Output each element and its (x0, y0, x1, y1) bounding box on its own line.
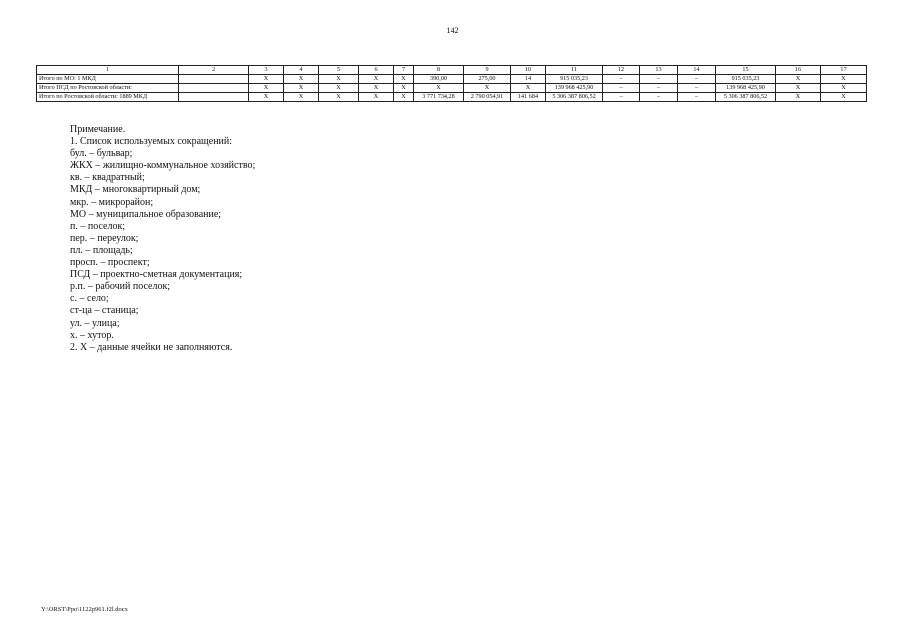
note-item: 2. X – данные ячейки не заполняются. (70, 341, 233, 353)
table-cell: X (511, 84, 546, 93)
note-item: МКД – многоквартирный дом; (70, 184, 201, 196)
note-item: 1. Список используемых сокращений: (70, 136, 233, 148)
table-cell: 915 035,23 (546, 75, 603, 84)
note-item: р.п. – рабочий поселок; (70, 281, 171, 293)
table-cell: 915 035,23 (716, 75, 776, 84)
column-number: 16 (776, 66, 821, 75)
note-item: МО – муниципальное образование; (70, 208, 222, 220)
note-item: х. – хутор. (70, 329, 114, 341)
note-item: мкр. – микрорайон; (70, 196, 154, 208)
table-cell: X (284, 84, 319, 93)
table-cell: 3 771 734,28 (414, 93, 464, 102)
table-header-row (37, 66, 867, 75)
table-cell: – (640, 93, 678, 102)
column-number: 10 (511, 66, 546, 75)
table-cell: 390,00 (414, 75, 464, 84)
table-cell (179, 93, 249, 102)
table-cell: X (319, 84, 359, 93)
column-number: 8 (414, 66, 464, 75)
table-cell: – (640, 84, 678, 93)
table-cell: – (603, 75, 640, 84)
table-cell: 139 968 425,90 (716, 84, 776, 93)
table-cell: – (603, 93, 640, 102)
summary-table (36, 65, 867, 102)
note-item: п. – поселок; (70, 220, 126, 232)
column-number: 11 (546, 66, 603, 75)
table-cell (179, 75, 249, 84)
table-cell: X (359, 84, 394, 93)
table-cell: X (359, 75, 394, 84)
table-cell: X (249, 75, 284, 84)
note-item: пер. – переулок; (70, 232, 139, 244)
table-cell: X (464, 84, 511, 93)
table-cell: 2 790 054,91 (464, 93, 511, 102)
column-number: 5 (319, 66, 359, 75)
notes-title: Примечание. (70, 124, 126, 135)
notes-section (70, 124, 255, 354)
table-cell: – (603, 84, 640, 93)
note-item: ЖКХ – жилищно-коммунальное хозяйство; (70, 160, 256, 172)
note-item: пл. – площадь; (70, 244, 133, 256)
column-number: 9 (464, 66, 511, 75)
table-cell: X (249, 93, 284, 102)
table-cell: X (821, 93, 867, 102)
table-cell: – (678, 75, 716, 84)
column-number: 17 (821, 66, 867, 75)
row-label: Итого по МО: 1 МКД (37, 75, 179, 84)
note-item: с. – село; (70, 293, 109, 305)
file-path: Y:\ORST\Ppo\1122p961.f2l.docx (41, 606, 128, 613)
table-cell (179, 84, 249, 93)
table-cell: X (821, 84, 867, 93)
column-number: 14 (678, 66, 716, 75)
table-cell: – (640, 75, 678, 84)
column-number: 1 (37, 66, 179, 75)
table-cell: X (394, 75, 414, 84)
table-row (37, 84, 867, 93)
note-item: просп. – проспект; (70, 257, 150, 269)
table-cell: X (776, 84, 821, 93)
table-cell: X (776, 75, 821, 84)
column-number: 15 (716, 66, 776, 75)
row-label: Итого по Ростовской области: 1889 МКД (37, 93, 179, 102)
note-item: кв. – квадратный; (70, 172, 145, 184)
table-cell: X (319, 75, 359, 84)
column-number: 12 (603, 66, 640, 75)
note-item: бул. – бульвар; (70, 148, 133, 160)
note-item: ст-ца – станица; (70, 305, 139, 317)
column-number: 13 (640, 66, 678, 75)
table-cell: X (821, 75, 867, 84)
column-number: 2 (179, 66, 249, 75)
table-cell: X (284, 75, 319, 84)
note-item: ул. – улица; (70, 317, 120, 329)
table-cell: 141 684 (511, 93, 546, 102)
table-cell: – (678, 93, 716, 102)
table-cell: 139 968 425,90 (546, 84, 603, 93)
column-number: 6 (359, 66, 394, 75)
table-cell: X (394, 93, 414, 102)
note-item: ПСД – проектно-сметная документация; (70, 269, 243, 281)
table-cell: X (284, 93, 319, 102)
table-cell: X (359, 93, 394, 102)
table-row (37, 93, 867, 102)
page-number: 142 (446, 26, 459, 35)
table-cell: X (776, 93, 821, 102)
table-cell: X (394, 84, 414, 93)
table-cell: 5 306 387 806,52 (716, 93, 776, 102)
table-cell: X (249, 84, 284, 93)
table-cell: X (319, 93, 359, 102)
column-number: 7 (394, 66, 414, 75)
table-cell: 14 (511, 75, 546, 84)
table-row (37, 75, 867, 84)
table-cell: X (414, 84, 464, 93)
column-number: 3 (249, 66, 284, 75)
row-label: Итого ПСД по Ростовской области: (37, 84, 179, 93)
table-cell: 5 306 387 806,52 (546, 93, 603, 102)
table-cell: – (678, 84, 716, 93)
table-cell: 275,00 (464, 75, 511, 84)
column-number: 4 (284, 66, 319, 75)
